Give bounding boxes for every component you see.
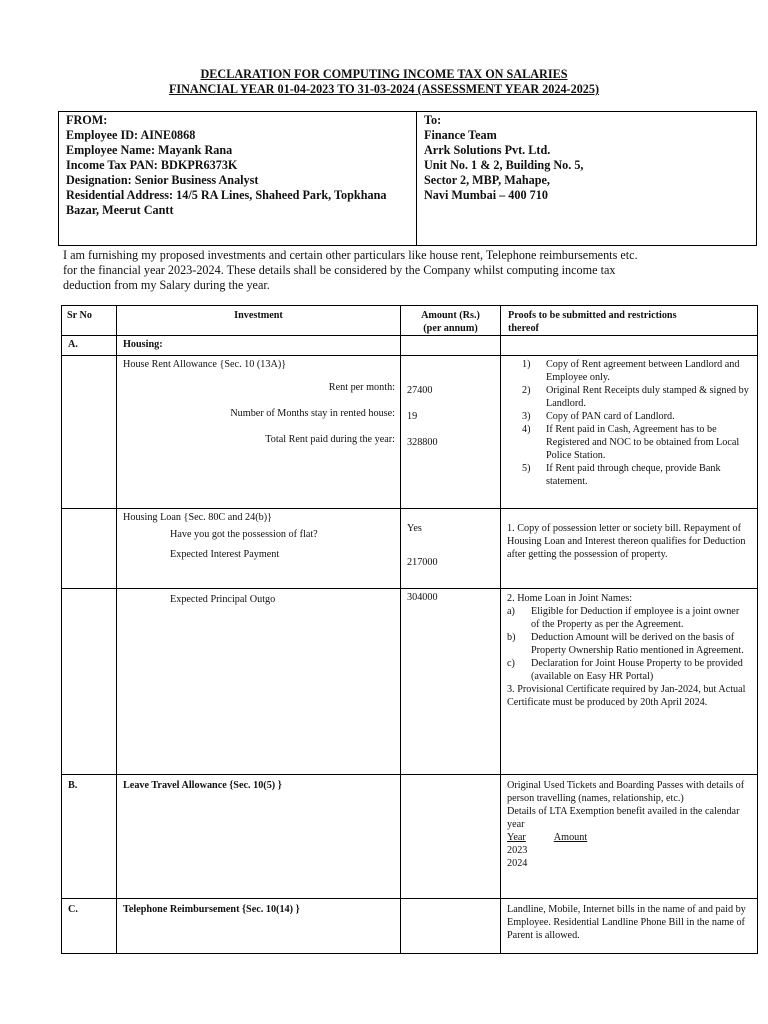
from-label: FROM: [66,113,108,127]
header-amount-line2: (per annum) [423,323,478,334]
hra-details [117,356,401,509]
joint-loan-proofs [501,589,758,775]
section-b-sr: B. [62,775,117,899]
empty-cell [501,336,758,356]
header-proofs-line1: Proofs to be submitted and restrictions [508,310,677,321]
rent-per-month-value: 27400 [407,385,433,396]
possession-value: Yes [407,523,422,534]
principal-value: 304000 [407,592,438,603]
total-rent-label: Total Rent paid during the year: [265,434,395,445]
to-line1: Finance Team [424,128,497,142]
table-header-row [62,306,758,336]
loan-proof2: 2. Home Loan in Joint Names: [507,593,633,604]
interest-value: 217000 [407,557,438,568]
intro-line1: I am furnishing my proposed investments and certain other particulars like house rent, Telephone reimbursements etc. [63,248,638,262]
investment-table [61,305,758,954]
housing-loan-proof1: 1. Copy of possession letter or society bill. Repayment of Housing Loan and Interest thereon qualifies for Deduction after getting the possession of property. [501,509,758,589]
header-proofs [501,306,758,336]
section-a-title-row [62,336,758,356]
section-a-sr: A. [62,336,117,356]
section-c-sr: C. [62,899,117,954]
lta-year-2: 2024 [507,858,528,869]
from-block [66,113,411,218]
hra-amounts [401,356,501,509]
empty-cell [62,356,117,509]
residential-address-line1: Residential Address: 14/5 RA Lines, Shaheed Park, Topkhana [66,188,387,202]
section-b-row [62,775,758,899]
document-title: DECLARATION FOR COMPUTING INCOME TAX ON SALARIES [200,67,568,81]
empty-cell [62,509,117,589]
employee-pan: Income Tax PAN: BDKPR6373K [66,158,238,172]
lta-year-header: Year [507,832,526,843]
address-divider [416,112,417,245]
employee-id: Employee ID: AINE0868 [66,128,196,142]
months-stay-value: 19 [407,411,418,422]
interest-label: Expected Interest Payment [170,549,280,560]
list-item: 2) Original Rent Receipts duly stamped & signed by Landlord. [522,385,749,409]
housing-loan-details [117,509,401,589]
housing-loan-row [62,509,758,589]
list-item: b) Deduction Amount will be derived on the basis of Property Ownership Ratio mentioned in Agreement. [507,632,744,656]
list-item: c) Declaration for Joint House Property to be provided (available on Easy HR Portal) [507,658,743,682]
rent-per-month-label: Rent per month: [328,382,395,393]
section-b-title: Leave Travel Allowance {Sec. 10(5) } [117,775,401,899]
list-item: 5) If Rent paid through cheque, provide Bank statement. [522,463,721,487]
lta-year-amount-header [507,831,751,844]
hra-proof-list [501,358,757,488]
residential-address-line2: Bazar, Meerut Cantt [66,203,174,217]
lta-amount-header: Amount [553,832,588,843]
housing-loan-amounts [401,509,501,589]
header-investment: Investment [117,306,401,336]
section-a-title: Housing: [117,336,401,356]
intro-line2: for the financial year 2023-2024. These details shall be considered by the Company whilst computing income tax [63,263,616,277]
section-b-proofs [501,775,758,899]
empty-cell [401,336,501,356]
list-item: 4) If Rent paid in Cash, Agreement has to be Registered and NOC to be obtained from Local Police Station. [522,424,740,461]
to-label: To: [424,113,442,127]
section-c-row [62,899,758,954]
to-line2: Arrk Solutions Pvt. Ltd. [424,143,551,157]
principal-details [117,589,401,775]
header-sr-no: Sr No [62,306,117,336]
lta-proof2: Details of LTA Exemption benefit availed in the calendar year [507,806,740,830]
address-box [58,111,757,246]
empty-cell [401,775,501,899]
list-item: 3) Copy of PAN card of Landlord. [522,411,675,422]
housing-loan-title: Housing Loan {Sec. 80C and 24(b)} [123,512,272,523]
empty-cell [401,899,501,954]
header-amount-line1: Amount (Rs.) [421,310,480,321]
to-line5: Navi Mumbai – 400 710 [424,188,548,202]
empty-cell [62,589,117,775]
principal-amount [401,589,501,775]
lta-year-1: 2023 [507,845,528,856]
principal-label: Expected Principal Outgo [170,594,276,605]
months-stay-label: Number of Months stay in rented house: [230,408,395,419]
lta-proof1: Original Used Tickets and Boarding Passes with details of person travelling (names, relationship, etc.) [507,780,745,804]
list-item: a) Eligible for Deduction if employee is a joint owner of the Property as per the Agreement. [507,606,740,630]
to-line3: Unit No. 1 & 2, Building No. 5, [424,158,584,172]
header-amount [401,306,501,336]
header-proofs-line2: thereof [508,323,539,334]
intro-paragraph [63,248,725,293]
principal-row [62,589,758,775]
total-rent-value: 328800 [407,437,438,448]
possession-label: Have you got the possession of flat? [170,529,318,540]
hra-row [62,356,758,509]
section-c-title: Telephone Reimbursement {Sec. 10(14) } [117,899,401,954]
loan-proof3: 3. Provisional Certificate required by Jan-2024, but Actual Certificate must be produced by 20th April 2024. [507,684,746,708]
employee-name: Employee Name: Mayank Rana [66,143,233,157]
section-c-proof: Landline, Mobile, Internet bills in the name of and paid by Employee. Residential Landline Phone Bill in the name of Parent is allowed. [501,899,758,954]
to-line4: Sector 2, MBP, Mahape, [424,173,550,187]
hra-title: House Rent Allowance {Sec. 10 (13A)} [123,359,287,370]
to-block [424,113,744,203]
list-item: 1) Copy of Rent agreement between Landlord and Employee only. [522,359,740,383]
document-subtitle: FINANCIAL YEAR 01-04-2023 TO 31-03-2024 (ASSESSMENT YEAR 2024-2025) [168,82,600,96]
joint-points-list [507,605,751,683]
employee-designation: Designation: Senior Business Analyst [66,173,259,187]
hra-proofs [501,356,758,509]
intro-line3: deduction from my Salary during the year. [63,278,270,292]
